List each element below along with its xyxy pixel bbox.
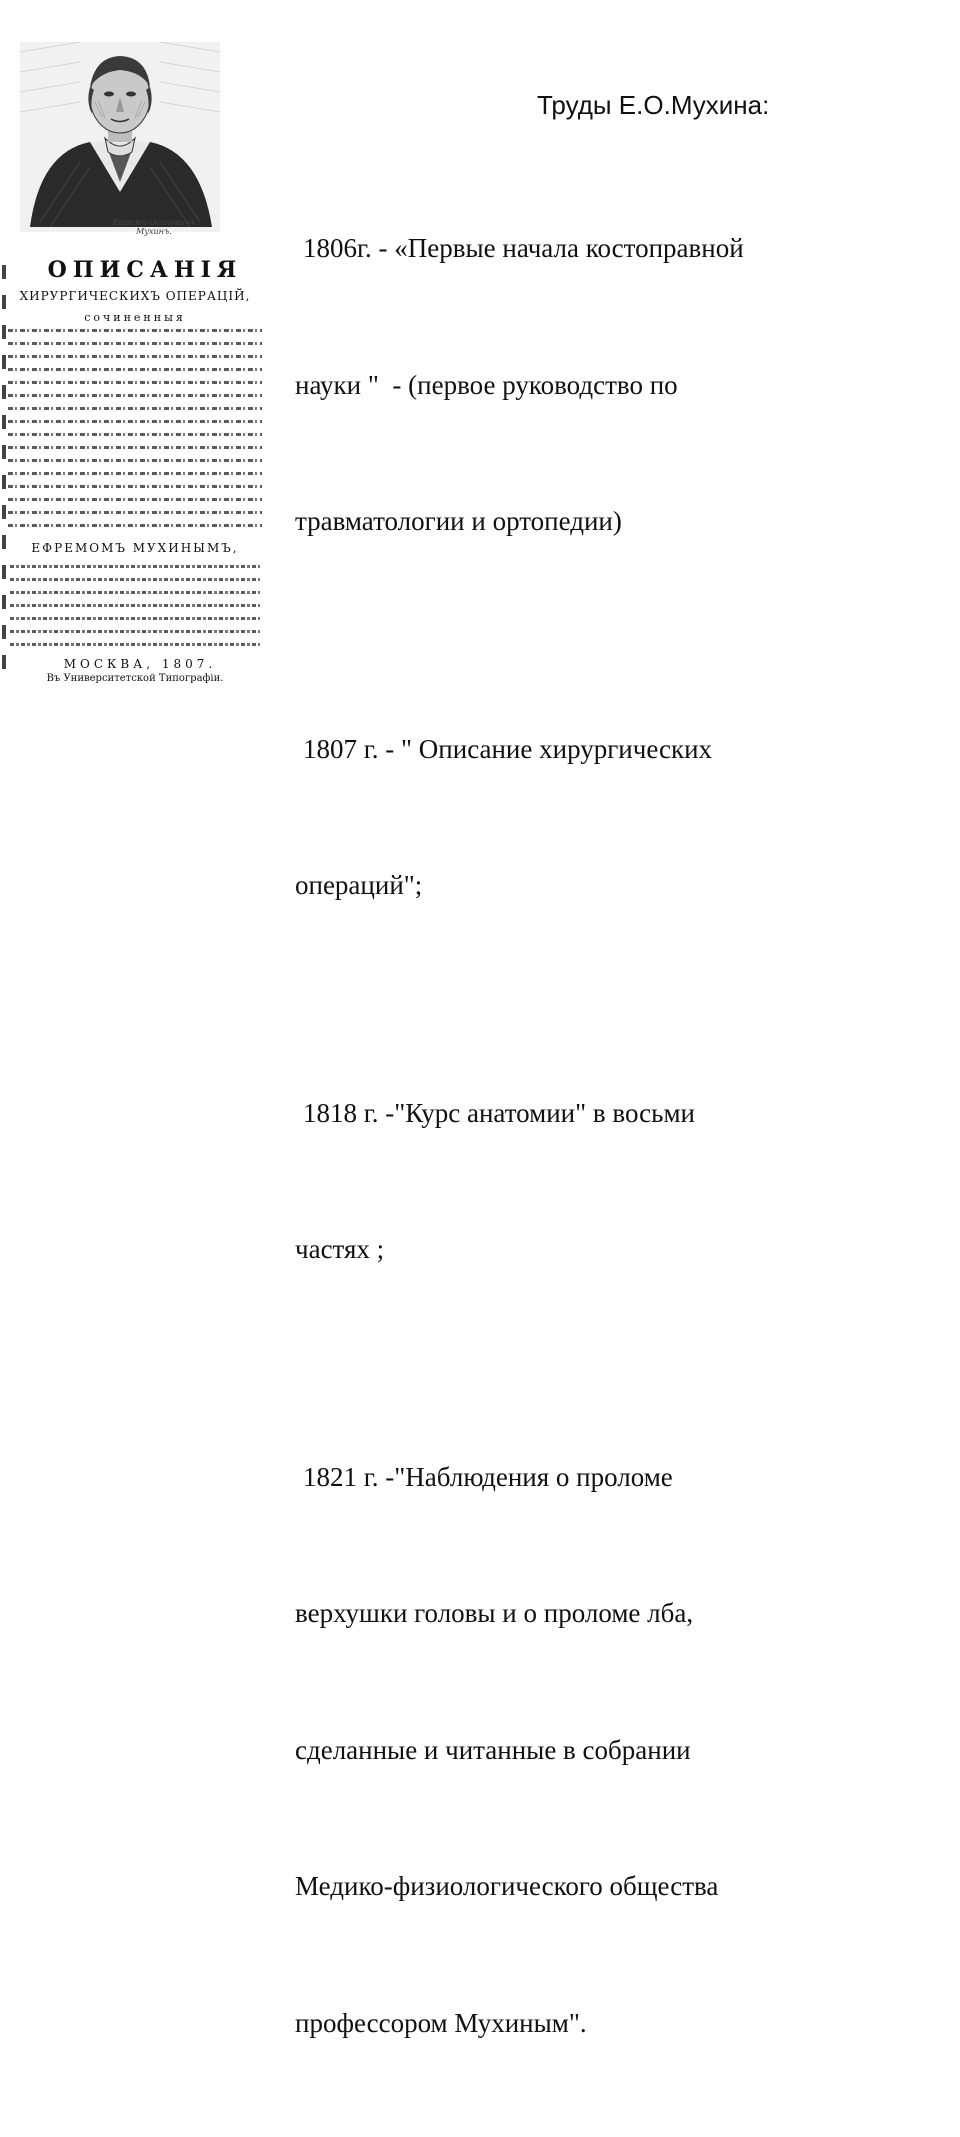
work-line: сделанные и читанные в собрании xyxy=(295,1728,955,1774)
portrait-caption-line1: Ефремъ Осиповичъ xyxy=(104,218,204,227)
work-line: частях ; xyxy=(295,1227,955,1273)
book-composed: сочиненныя xyxy=(60,311,210,324)
book-title-page xyxy=(0,245,270,705)
portrait-caption-line2: Мухинъ. xyxy=(104,227,204,236)
work-line: верхушки головы и о проломе лба, xyxy=(295,1591,955,1637)
works-list xyxy=(295,135,955,2137)
work-line: 1818 г. -"Курс анатомии" в восьми xyxy=(295,1091,955,1137)
book-subheading: ХИРУРГИЧЕСКИХЪ ОПЕРАЦІЙ, xyxy=(10,289,260,303)
works-title: Труды Е.О.Мухина: xyxy=(537,90,769,121)
work-item-1818 xyxy=(295,1000,955,1364)
work-line: профессором Мухиным". xyxy=(295,2001,955,2047)
book-heading: ОПИСАНІЯ xyxy=(30,257,260,283)
portrait-caption xyxy=(104,218,204,236)
portrait-engraving xyxy=(20,42,220,232)
work-line: науки " - (первое руководство по xyxy=(295,363,955,409)
book-press: Въ Университетской Типографіи. xyxy=(20,673,250,684)
portrait-image xyxy=(20,42,220,232)
work-line: травматологии и ортопедии) xyxy=(295,499,955,545)
book-body-text-lower xyxy=(10,565,260,656)
work-line: 1806г. - «Первые начала костоправной xyxy=(295,226,955,272)
work-line: Медико-физиологического общества xyxy=(295,1864,955,1910)
book-margin-marks xyxy=(0,265,8,685)
work-item-1821 xyxy=(295,1364,955,2137)
work-line: операций"; xyxy=(295,863,955,909)
work-line: 1807 г. - " Описание хирургических xyxy=(295,727,955,773)
work-item-1806 xyxy=(295,135,955,636)
book-city-year: МОСКВА, 1807. xyxy=(40,657,240,671)
book-body-text xyxy=(8,329,262,537)
work-item-1807 xyxy=(295,636,955,1000)
book-author: ЕФРЕМОМЪ МУХИНЫМЪ, xyxy=(30,541,240,555)
work-line: 1821 г. -"Наблюдения о проломе xyxy=(295,1455,955,1501)
